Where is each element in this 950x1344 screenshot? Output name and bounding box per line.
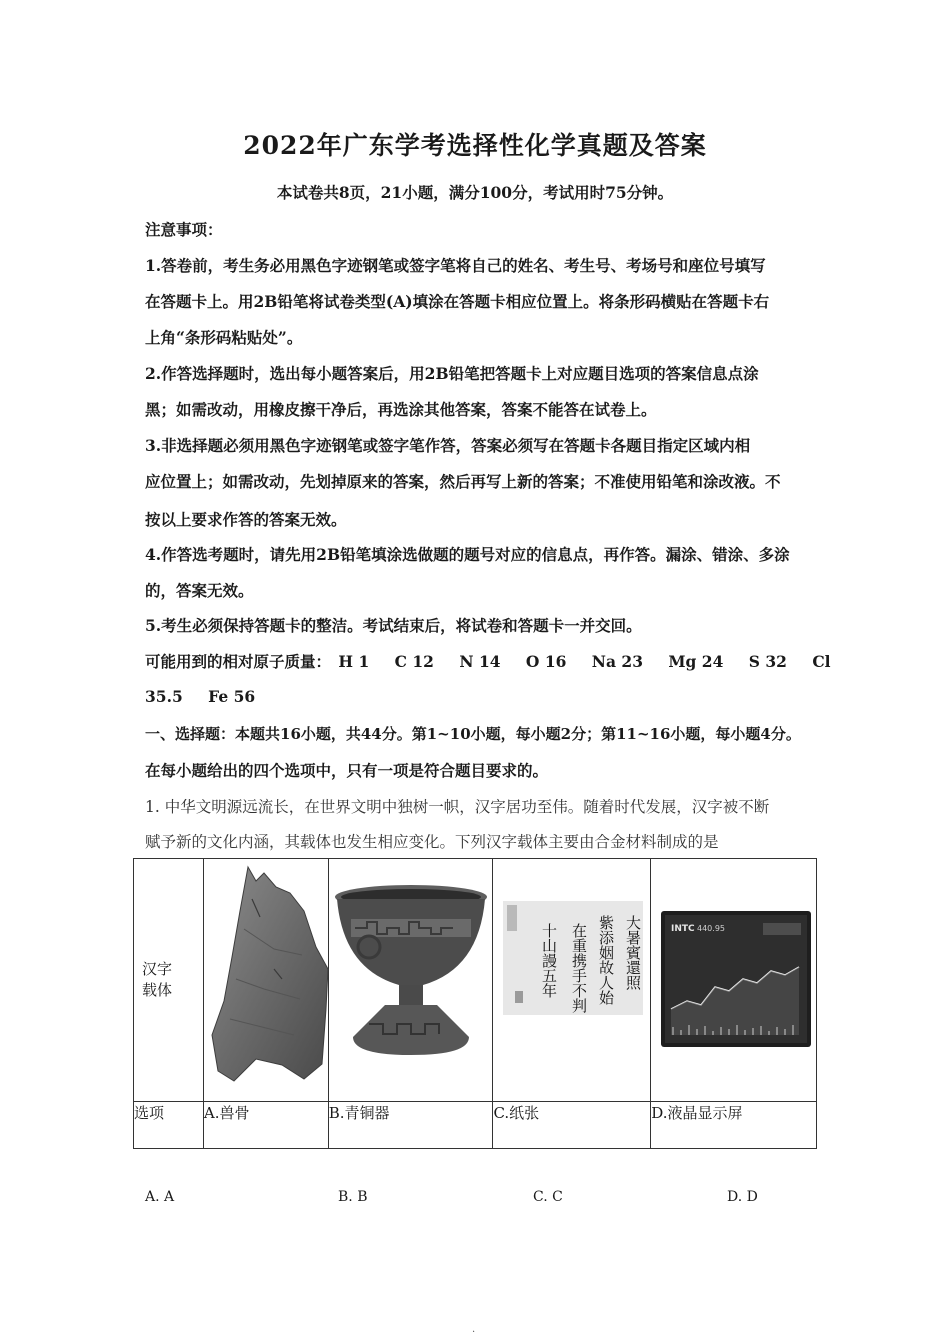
ticker-price: 440.95 <box>697 924 726 933</box>
option-c: C.纸张 <box>493 1102 651 1149</box>
calligraphy-paper-image <box>493 859 651 1102</box>
option-d: D.液晶显示屏 <box>651 1102 817 1149</box>
notice-line: 上角“条形码粘贴处”。 <box>145 328 303 347</box>
option-a: A.兽骨 <box>203 1102 328 1149</box>
atomic-mass-item: H 1 <box>338 652 370 671</box>
notice-line: 在答题卡上。用2B铅笔将试卷类型(A)填涂在答题卡相应位置上。将条形码横贴在答题卡右 <box>145 292 770 311</box>
notice-line: 1.答卷前，考生务必用黑色字迹钢笔或签字笔将自己的姓名、考生号、考场号和座位号填写 <box>145 256 766 275</box>
notice-line: 黑；如需改动，用橡皮擦干净后，再选涂其他答案，答案不能答在试卷上。 <box>145 400 657 419</box>
notice-line: 2.作答选择题时，选出每小题答案后，用2B铅笔把答题卡上对应题目选项的答案信息点涂 <box>145 364 759 383</box>
exam-subtitle: 本试卷共8页，21小题，满分100分，考试用时75分钟。 <box>276 183 674 202</box>
atomic-mass-label: 可能用到的相对原子质量： <box>145 652 332 671</box>
atomic-mass-item: Na 23 <box>591 652 643 671</box>
notice-line: 的，答案无效。 <box>145 581 254 600</box>
atomic-mass-item: O 16 <box>525 652 567 671</box>
page-title: 2022年广东学考选择性化学真题及答案 <box>243 131 707 160</box>
calligraphy-column: 在重携手不判 <box>570 923 589 1013</box>
notice-line: 4.作答选考题时，请先用2B铅笔填涂选做题的题号对应的信息点，再作答。漏涂、错涂、多涂 <box>145 545 790 564</box>
row-label-carrier <box>134 859 204 1102</box>
calligraphy-column: 大暑賓還照 <box>624 915 643 990</box>
calligraphy-column: 十山謾五年 <box>540 923 559 998</box>
choice-c[interactable]: C. C <box>533 1189 563 1205</box>
atomic-mass-continuation <box>145 687 255 706</box>
atomic-mass-item: Fe 56 <box>208 687 256 706</box>
section-heading: 一、选择题：本题共16小题，共44分。第1~10小题，每小题2分；第11~16小题，每小题4分。 <box>145 725 801 743</box>
ticker-label: INTC <box>671 924 695 934</box>
choice-a[interactable]: A. A <box>145 1189 175 1205</box>
lcd-screen-image <box>651 859 817 1102</box>
calligraphy-column: 紫添姻故人始 <box>597 915 616 1005</box>
atomic-mass-item: Mg 24 <box>668 652 724 671</box>
carrier-table <box>133 858 817 1149</box>
row-label-text: 载体 <box>142 981 173 999</box>
notice-line: 应位置上；如需改动，先划掉原来的答案，然后再写上新的答案；不准使用铅笔和涂改液。不 <box>145 472 781 491</box>
option-b: B.青铜器 <box>328 1102 493 1149</box>
animal-bone-image <box>203 859 328 1102</box>
question-stem: 赋予新的文化内涵，其载体也发生相应变化。下列汉字载体主要由合金材料制成的是 <box>145 833 719 851</box>
question-stem: 1. 中华文明源远流长，在世界文明中独树一帜，汉字居功至伟。随着时代发展，汉字被不断 <box>145 798 770 816</box>
atomic-mass-item: Cl <box>812 652 831 671</box>
notice-line: 5.考生必须保持答题卡的整洁。考试结束后，将试卷和答题卡一并交回。 <box>145 616 642 635</box>
bronze-vessel-image <box>328 859 493 1102</box>
option-header: 选项 <box>134 1102 204 1149</box>
atomic-mass-item: N 14 <box>459 652 501 671</box>
atomic-mass-line <box>145 650 831 672</box>
atomic-mass-item: S 32 <box>748 652 787 671</box>
atomic-mass-item: 35.5 <box>145 687 183 706</box>
section-instruction: 在每小题给出的四个选项中，只有一项是符合题目要求的。 <box>145 761 549 780</box>
choice-d[interactable]: D. D <box>727 1189 758 1205</box>
row-label-text: 汉字 <box>142 960 173 978</box>
notice-heading: 注意事项： <box>145 220 223 239</box>
choice-b[interactable]: B. B <box>338 1189 368 1205</box>
notice-line: 3.非选择题必须用黑色字迹钢笔或签字笔作答，答案必须写在答题卡各题目指定区域内相 <box>145 436 751 455</box>
footer-mark: . <box>472 1324 476 1335</box>
notice-line: 按以上要求作答的答案无效。 <box>145 510 347 529</box>
atomic-mass-item: C 12 <box>394 652 434 671</box>
